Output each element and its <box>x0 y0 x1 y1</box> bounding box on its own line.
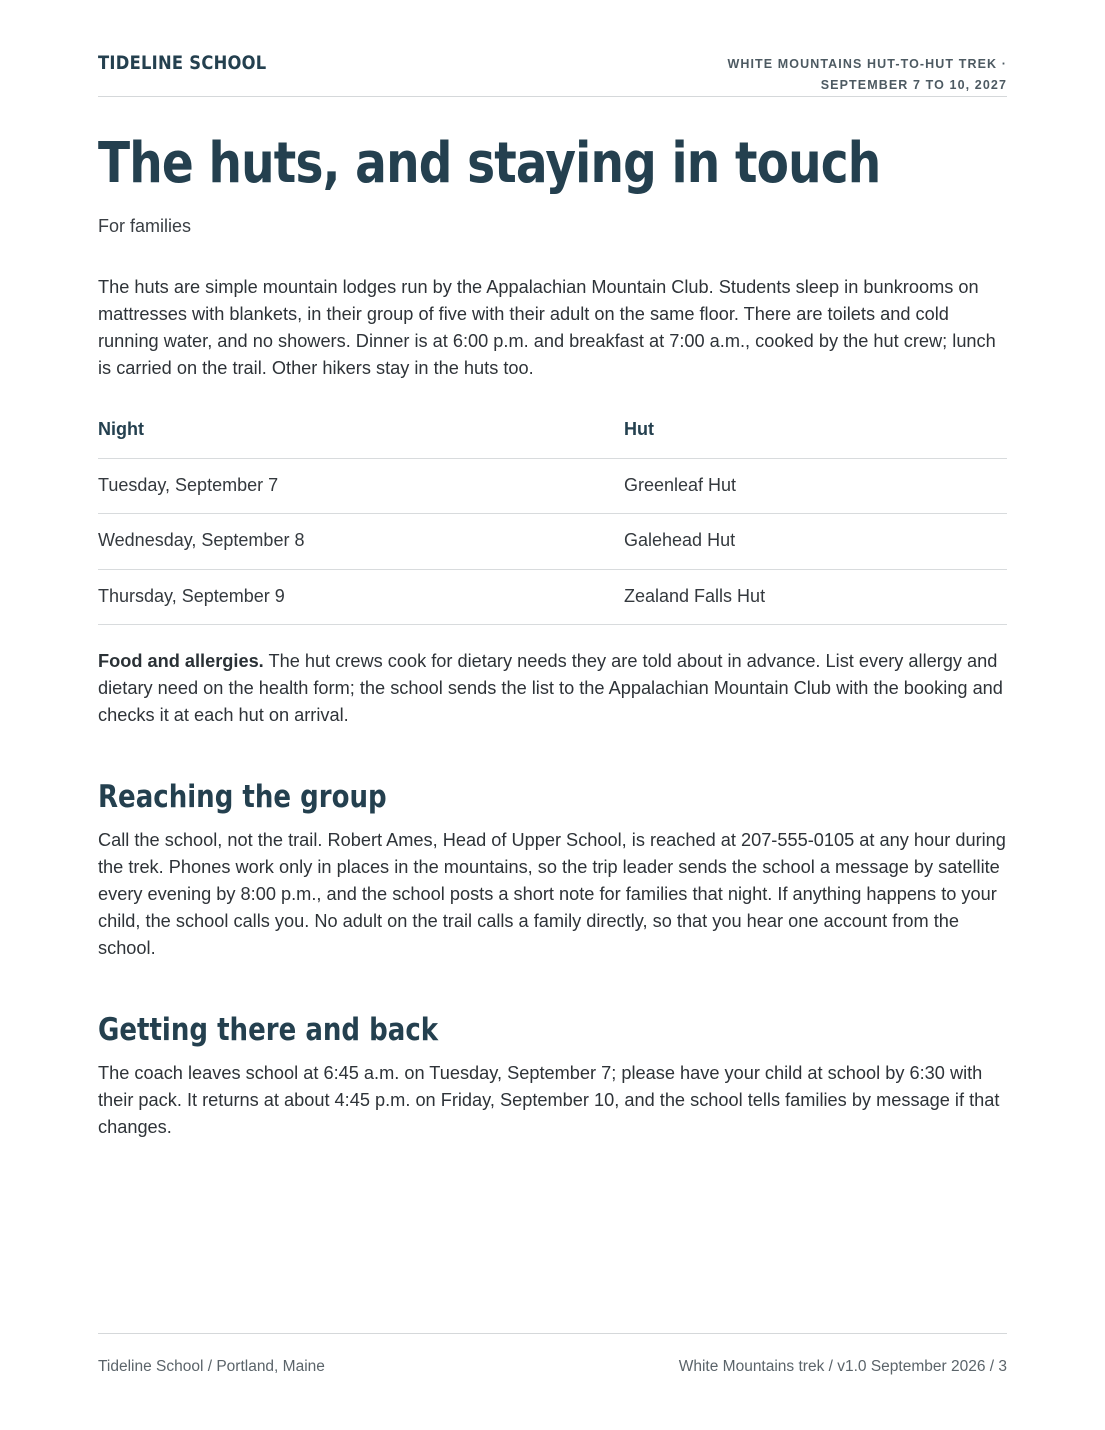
hut-schedule-table <box>98 403 1007 625</box>
table-cell-hut: Galehead Hut <box>624 530 736 550</box>
table-header-row <box>98 403 1007 459</box>
table-header-night: Night <box>98 419 144 439</box>
getting-there-paragraph: The coach leaves school at 6:45 a.m. on Tuesday, September 7; please have your child at school by 6:30 with their pack. It returns at about 4:45 p.m. on Friday, September 10, and the school tells families by message if that changes. <box>98 1063 1000 1137</box>
page-footer <box>98 1333 1007 1375</box>
school-name: TIDELINE SCHOOL <box>98 52 267 74</box>
food-allergies-lead: Food and allergies. <box>98 651 264 671</box>
trip-dates: SEPTEMBER 7 TO 10, 2027 <box>820 78 1007 92</box>
page-title: The huts, and staying in touch <box>98 131 881 196</box>
page-subtitle: For families <box>98 216 192 236</box>
food-allergies-text: The hut crews cook for dietary needs they are told about in advance. List every allergy and dietary need on the health form; the school sends the list to the Appalachian Mountain Club with the booking and checks it at each hut on arrival. <box>98 651 1003 725</box>
table-row <box>98 514 1007 570</box>
getting-there-heading: Getting there and back <box>98 1012 439 1048</box>
page <box>98 0 1007 1430</box>
table-cell-night: Wednesday, September 8 <box>98 530 305 550</box>
table-cell-night: Tuesday, September 7 <box>98 474 279 495</box>
trip-name: WHITE MOUNTAINS HUT-TO-HUT TREK · <box>727 57 1007 71</box>
table-row <box>98 570 1007 626</box>
footer-school-location: Tideline School / Portland, Maine <box>98 1358 325 1375</box>
reaching-group-paragraph: Call the school, not the trail. Robert Ames, Head of Upper School, is reached at 207-555-0105 at any hour during the trek. Phones work only in places in the mountains, so the trip leader sends the school a message by satellite every evening by 8:00 p.m., and the school posts a short note for families that night. If anything happens to your child, the school calls you. No adult on the trail calls a family directly, so that you hear one account from the school. <box>98 830 1006 958</box>
table-header-hut: Hut <box>624 419 654 439</box>
page-header <box>98 0 1007 97</box>
table-cell-hut: Greenleaf Hut <box>624 474 737 495</box>
table-cell-night: Thursday, September 9 <box>98 585 285 606</box>
footer-doc-info: White Mountains trek / v1.0 September 2026 / 3 <box>678 1358 1007 1375</box>
table-cell-hut: Zealand Falls Hut <box>624 585 766 606</box>
food-allergies-paragraph <box>98 648 1010 729</box>
reaching-group-heading: Reaching the group <box>98 779 387 815</box>
intro-paragraph: The huts are simple mountain lodges run by the Appalachian Mountain Club. Students sleep in bunkrooms on mattresses with blankets, in their group of five with their adult on the same floor. There are toilets and cold running water, and no showers. Dinner is at 6:00 p.m. and breakfast at 7:00 a.m., cooked by the hut crew; lunch is carried on the trail. Other hikers stay in the huts too. <box>98 277 996 378</box>
table-row <box>98 459 1007 515</box>
